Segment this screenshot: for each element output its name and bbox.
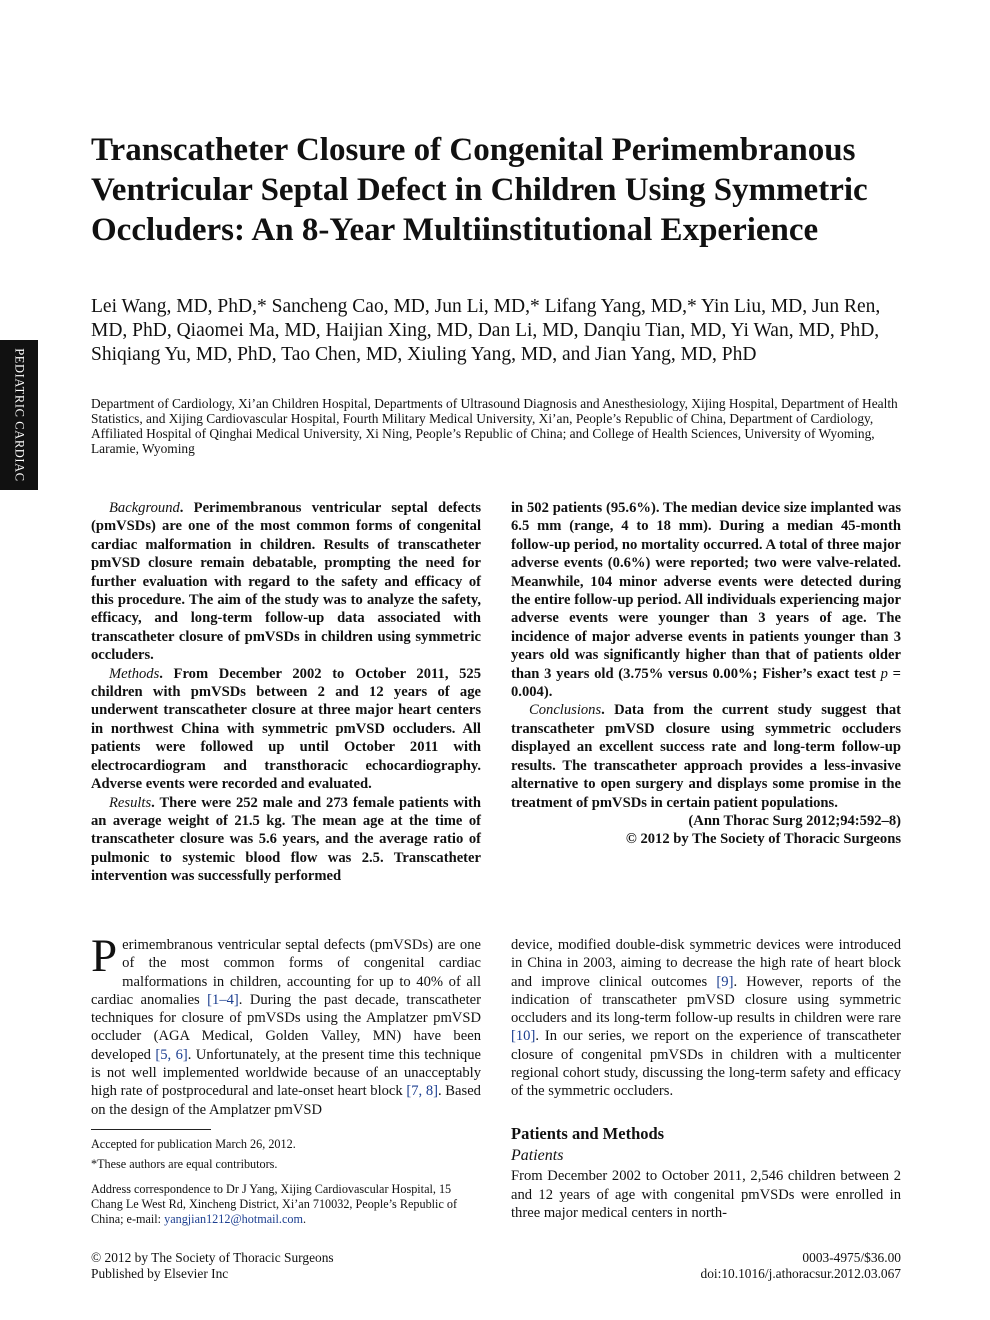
- abstract-methods: Methods. From December 2002 to October 2011, 525 children with pmVSDs between 2 and 12 years of age underwent transcatheter closure at three major heart centers in northwest China with symmetric pmVSD occluders. All patients were followed up until October 2011 with electrocardiogram and transthoracic echocardiography. Adverse events were recorded and evaluated.: [91, 665, 481, 793]
- email-link[interactable]: yangjian1212@hotmail.com: [164, 1212, 303, 1226]
- subsection-heading: Patients: [511, 1146, 564, 1164]
- body-left-column: [91, 930, 481, 1119]
- abstract-background: Background. Perimembranous ventricular septal defects (pmVSDs) are one of the most common forms of congenital cardiac malformation in children. Results of transcatheter pmVSD closure remain debatable, prompting the need for further evaluation with regard to the safety and efficacy of this procedure. The aim of the study was to analyze the safety, efficacy, and long-term follow-up data associated with transcatheter closure of pmVSDs in children using symmetric occluders.: [91, 500, 481, 664]
- footnote-rule: [91, 1129, 211, 1130]
- results-label: Results: [109, 794, 152, 811]
- section-side-tab: [0, 340, 38, 490]
- patients-paragraph: From December 2002 to October 2011, 2,546 children between 2 and 12 years of age with congenital pmVSDs were enrolled in three major medical centers in north-: [511, 1168, 901, 1221]
- abstract-copyright: © 2012 by The Society of Thoracic Surgeons: [625, 831, 901, 848]
- reference-link[interactable]: [7, 8]: [406, 1083, 438, 1100]
- footer-issn-price: 0003-4975/$36.00: [802, 1250, 901, 1265]
- intro-paragraph: Perimembranous ventricular septal defects (pmVSDs) are one of the most common forms of congenital cardiac malformations in children, accounting for up to 40% of all cardiac anomalies [1–4]. During the past decade, transcatheter techniques for closure of pmVSDs using the Amplatzer pmVSD occluder (AGA Medical, Golden Valley, MN) have been developed [5, 6]. Unfortunately, at the present time this technique is not well implemented worldwide because of an unacceptably high rate of postprocedural and late-onset heart block [7, 8]. Based on the design of the Amplatzer pmVSD: [91, 930, 481, 1118]
- author-list: Lei Wang, MD, PhD,* Sancheng Cao, MD, Jun Li, MD,* Lifang Yang, MD,* Yin Liu, MD, Jun Ren, MD, PhD, Qiaomei Ma, MD, Haijian Xing, MD, Dan Li, MD, Danqiu Tian, MD, Yi Wan, MD, PhD, Shiqiang Yu, MD, PhD, Tao Chen, MD, Xiuling Yang, MD, and Jian Yang, MD, PhD: [91, 296, 881, 365]
- conclusions-label: Conclusions: [529, 702, 602, 719]
- reference-link[interactable]: [5, 6]: [155, 1046, 188, 1063]
- footer-publisher: Published by Elsevier Inc: [91, 1266, 229, 1281]
- reference-link[interactable]: [1–4]: [207, 991, 239, 1008]
- drop-cap: P: [91, 930, 118, 982]
- abstract-results: Results. There were 252 male and 273 female patients with an average weight of 21.5 kg. The mean age at the time of transcatheter closure was 5.6 years, and the average ratio of pulmonic to systemic blood flow was 2.5. Transcatheter intervention was successfully performed: [91, 794, 481, 885]
- footer-right: [701, 1250, 901, 1282]
- footnote-correspondence: Address correspondence to Dr J Yang, Xijing Cardiovascular Hospital, 15 Chang Le West Rd, Xincheng District, Xi’an 710032, People’s Republic of China; e-mail: yangjian1212@hotmail.com.: [91, 1182, 458, 1226]
- footnote-accepted: Accepted for publication March 26, 2012.: [91, 1137, 296, 1151]
- side-tab-label: PEDIATRIC CARDIAC: [12, 348, 27, 482]
- reference-link[interactable]: [9]: [716, 973, 734, 990]
- footer-left: [91, 1250, 334, 1282]
- section-heading: Patients and Methods: [511, 1123, 665, 1143]
- intro-paragraph-continued: device, modified double-disk symmetric devices were introduced in China in 2003, aiming to decrease the high rate of heart block and improve clinical outcomes [9]. However, reports of the indication of transcatheter pmVSD closure using symmetric occluders and its long-term follow-up results in children were rare [10]. In our series, we report on the experience of transcatheter closure of congenital pmVSDs in children with a multicenter regional cohort study, discussing the long-term safety and efficacy of the symmetric occluders.: [511, 937, 901, 1100]
- article-title: Transcatheter Closure of Congenital Perimembranous Ventricular Septal Defect in Children Using Symmetric Occluders: An 8-Year Multiinstitutional Experience: [91, 132, 868, 248]
- abstract-left-column: [91, 499, 481, 886]
- background-label: Background: [109, 500, 180, 516]
- footer-copyright: © 2012 by The Society of Thoracic Surgeons: [91, 1250, 334, 1265]
- footnote-equal-contributors: *These authors are equal contributors.: [91, 1157, 278, 1171]
- abstract-results-continued: in 502 patients (95.6%). The median device size implanted was 6.5 mm (range, 4 to 18 mm). During a median 45-month follow-up period, no mortality occurred. A total of three major adverse events (0.6%) were reported; two were valve-related. Meanwhile, 104 minor adverse events were detected during the entire follow-up period. All individuals experiencing major adverse events were younger than 3 years of age. The incidence of major adverse events in patients younger than 3 years old was significantly higher than that of patients older than 3 years old (3.75% versus 0.00%; Fisher’s exact test p = 0.004).: [511, 500, 901, 701]
- abstract-conclusions: Conclusions. Data from the current study suggest that transcatheter pmVSD closure using symmetric occluders displayed an excellent success rate and long-term follow-up results. The transcatheter approach provides a less-invasive alternative to open surgery and displays some promise in the treatment of pmVSDs in certain patient populations.: [511, 702, 901, 811]
- methods-label: Methods: [109, 665, 160, 682]
- affiliations: Department of Cardiology, Xi’an Children Hospital, Departments of Ultrasound Diagnosis and Anesthesiology, Xijing Hospital, Department of Health Statistics, and Xijing Cardiovascular Hospital, Fourth Military Medical University, Xi’an, People’s Republic of China, Department of Cardiology, Affiliated Hospital of Qinghai Medical University, Xi Ning, People’s Republic of China; and College of Health Sciences, University of Wyoming, Laramie, Wyoming: [91, 396, 898, 456]
- abstract-right-column: [511, 499, 901, 849]
- reference-link[interactable]: [10]: [511, 1028, 536, 1045]
- body-right-column: [511, 936, 901, 1222]
- footer-doi[interactable]: doi:10.1016/j.athoracsur.2012.03.067: [700, 1266, 901, 1281]
- journal-citation: (Ann Thorac Surg 2012;94:592–8): [688, 812, 901, 829]
